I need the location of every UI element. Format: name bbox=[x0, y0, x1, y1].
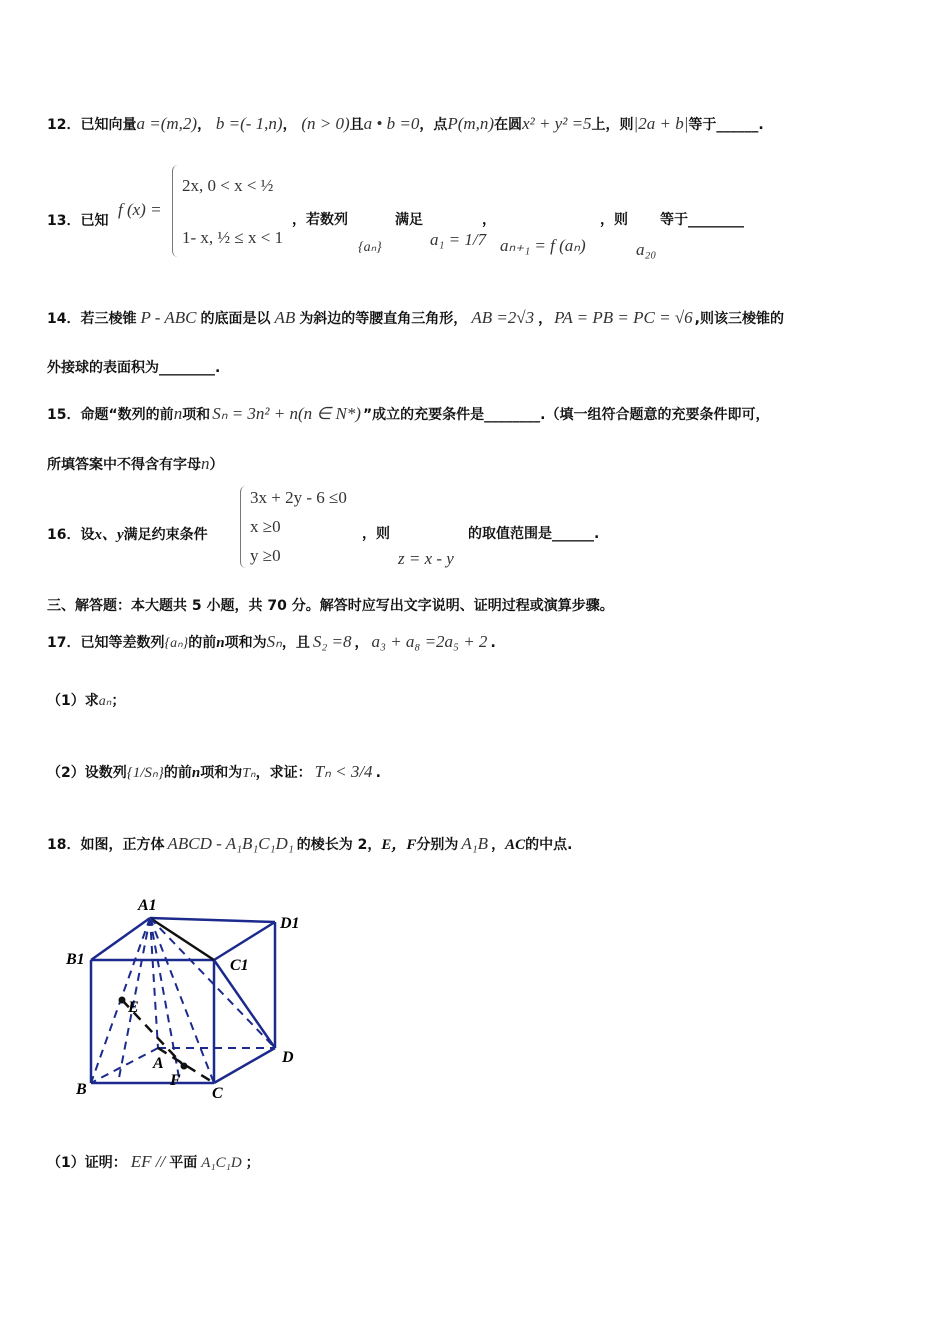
q13-fx: f (x) = bbox=[118, 200, 162, 219]
q18-part-1: （1）证明： EF // 平面 A₁C₁D ； bbox=[47, 1152, 260, 1171]
q13-a20: a₂₀ bbox=[636, 240, 657, 259]
edge-c-d bbox=[214, 1048, 275, 1083]
q13-case-1: 2x, 0 < x < ½ bbox=[182, 176, 274, 195]
q13-brace bbox=[172, 165, 181, 257]
q13-number-line: 13．已知 bbox=[47, 213, 109, 229]
edge-c1-d1 bbox=[214, 922, 275, 960]
cube-figure bbox=[60, 888, 320, 1108]
label-e: E bbox=[128, 999, 139, 1016]
q13-answer-blank: 等于________ bbox=[660, 212, 744, 228]
label-d1: D1 bbox=[280, 915, 300, 932]
q15-line-2: 所填答案中不得含有字母n） bbox=[47, 454, 224, 473]
label-a1: A1 bbox=[138, 897, 157, 914]
edge-b1-a1 bbox=[91, 918, 150, 960]
q18-line: 18．如图，正方体 ABCD - A₁B₁C₁D₁ 的棱长为 2，E，F分别为 A₁B ，AC的中点. bbox=[47, 834, 573, 853]
q16-constraint-1: 3x + 2y - 6 ≤0 bbox=[250, 488, 347, 507]
q13-number: 13． bbox=[47, 213, 81, 229]
q15-line: 15．命题“数列的前n项和 Sₙ = 3n² + n(n ∈ N*) ”成立的充要条件是________.（填一组符合题意的充要条件即可， bbox=[47, 404, 770, 423]
label-b1: B1 bbox=[66, 951, 85, 968]
q16-number-line: 16．设x、y满足约束条件 bbox=[47, 527, 208, 543]
q16-constraint-3: y ≥0 bbox=[250, 546, 281, 565]
vector-a: a =(m,2) bbox=[136, 114, 198, 133]
vector-b: b =(- 1,n) bbox=[215, 114, 283, 133]
label-b: B bbox=[76, 1081, 87, 1098]
q12-line: 12．已知向量a =(m,2)， b =(- 1,n)， (n > 0)且a • b =0，点P(m,n)在圆x² + y² =5上，则|2a + b|等于______. bbox=[47, 114, 764, 133]
q16-brace bbox=[240, 486, 249, 568]
q17-number: 17． bbox=[47, 635, 81, 651]
point-f bbox=[181, 1063, 188, 1070]
q14-number: 14． bbox=[47, 311, 81, 327]
q17-line: 17．已知等差数列{aₙ}的前n项和为Sₙ，且 S₂ =8 ， a₃ + a₈ =2a₅ + 2 . bbox=[47, 632, 496, 651]
q15-number: 15． bbox=[47, 407, 81, 423]
section-3-heading: 三、解答题：本大题共 5 小题，共 70 分。解答时应写出文字说明、证明过程或演算步骤。 bbox=[47, 598, 614, 614]
q16-answer-blank: 的取值范围是______. bbox=[468, 526, 600, 542]
q14-line: 14．若三棱锥 P - ABC 的底面是以 AB 为斜边的等腰直角三角形， AB =2√3 ， PA = PB = PC = √6 ,则该三棱锥的 bbox=[47, 308, 784, 327]
edge-a1-c1 bbox=[150, 918, 214, 960]
q17-part-2: （2）设数列{1/Sₙ}的前n项和为Tₙ，求证： Tₙ < 3/4 . bbox=[47, 762, 381, 781]
point-e bbox=[119, 997, 126, 1004]
q13-recurrence: aₙ₊₁ = f (aₙ) bbox=[500, 236, 586, 255]
q16-constraint-2: x ≥0 bbox=[250, 517, 281, 536]
q13-seq: {aₙ} bbox=[358, 240, 382, 255]
q13-a1: a₁ = 1/7 bbox=[430, 230, 487, 249]
q16-z: z = x - y bbox=[398, 549, 454, 568]
label-f: F bbox=[170, 1072, 181, 1089]
q18-number: 18． bbox=[47, 837, 81, 853]
edge-a1-d1 bbox=[150, 918, 275, 922]
label-c1: C1 bbox=[230, 957, 249, 974]
q13-case-2: 1- x, ½ ≤ x < 1 bbox=[182, 228, 284, 247]
q14-line-2: 外接球的表面积为________. bbox=[47, 360, 221, 376]
q12-answer-blank: 等于______. bbox=[688, 117, 764, 133]
q17-part-1: （1）求aₙ； bbox=[47, 693, 126, 709]
label-d: D bbox=[282, 1049, 294, 1066]
q12-number: 12． bbox=[47, 117, 81, 133]
label-a: A bbox=[153, 1055, 164, 1072]
label-c: C bbox=[212, 1085, 223, 1102]
q16-number: 16． bbox=[47, 527, 81, 543]
